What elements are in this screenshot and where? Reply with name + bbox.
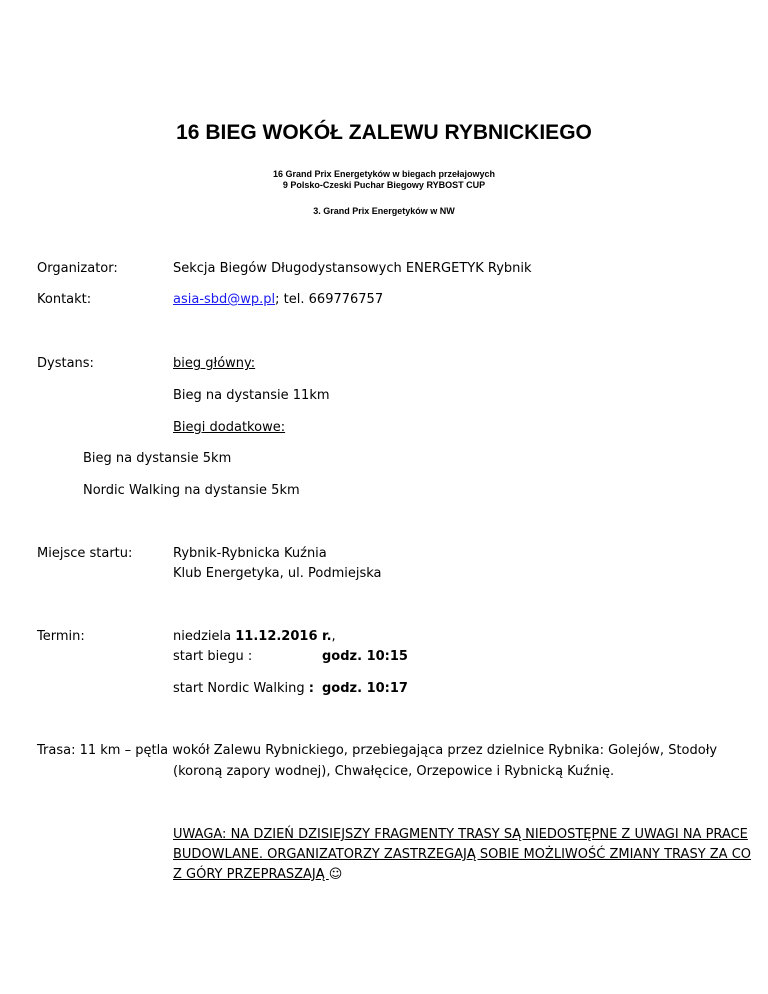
start-place-line-2: Klub Energetyka, ul. Podmiejska	[173, 566, 382, 581]
date-label: Termin:	[37, 629, 85, 644]
organizer-label: Organizator:	[37, 261, 118, 276]
contact-label: Kontakt:	[37, 292, 92, 307]
subtitle-grand-prix: 16 Grand Prix Energetyków w biegach przełajowych	[272, 169, 496, 179]
date-value	[173, 627, 336, 647]
extra-run-nordic-walking: Nordic Walking na dystansie 5km	[83, 483, 300, 498]
run-start-time	[322, 647, 408, 667]
route-line-1: Trasa: 11 km – pętla wokół Zalewu Rybnickiego, przebiegająca przez dzielnice Rybnika: Golejów, Stodoły	[37, 743, 718, 758]
date-prefix: niedziela	[173, 629, 236, 644]
date-suffix: ,	[331, 629, 336, 644]
notice-line-1: UWAGA: NA DZIEŃ DZISIEJSZY FRAGMENTY TRASY SĄ NIEDOSTĘPNE Z UWAGI NA PRACE	[173, 827, 748, 842]
main-run-heading: bieg główny:	[173, 356, 256, 371]
organizer-value: Sekcja Biegów Długodystansowych ENERGETYK Rybnik	[173, 261, 532, 276]
route-line-2: (koroną zapory wodnej), Chwałęcice, Orzepowice i Rybnicką Kuźnię.	[173, 764, 615, 779]
main-run: Bieg na dystansie 11km	[173, 388, 330, 403]
contact-value	[173, 290, 383, 310]
nw-start-label: start Nordic Walking	[173, 681, 309, 696]
subtitle-nw: 3. Grand Prix Energetyków w NW	[313, 206, 455, 216]
distance-label: Dystans:	[37, 356, 94, 371]
subtitle-puchar: 9 Polsko-Czeski Puchar Biegowy RYBOST CUP	[282, 180, 486, 190]
nw-start-time	[322, 679, 408, 699]
extra-run-5km: Bieg na dystansie 5km	[83, 451, 232, 466]
extra-runs-heading: Biegi dodatkowe:	[173, 420, 286, 435]
run-start-time-value: godz. 10:15	[322, 649, 408, 664]
notice-line-3	[173, 865, 342, 885]
start-place-label: Miejsce startu:	[37, 546, 133, 561]
smiley-icon: ☺	[328, 867, 343, 882]
contact-phone: ; tel. 669776757	[275, 292, 384, 307]
notice-line-2: BUDOWLANE. ORGANIZATORZY ZASTRZEGAJĄ SOBIE MOŻLIWOŚĆ ZMIANY TRASY ZA CO	[173, 847, 752, 862]
contact-email-link[interactable]: asia-sbd@wp.pl	[173, 292, 276, 307]
nw-start	[173, 679, 314, 699]
document-title: 16 BIEG WOKÓŁ ZALEWU RYBNICKIEGO	[176, 121, 592, 144]
run-start-label: start biegu :	[173, 649, 253, 664]
nw-start-time-value: godz. 10:17	[322, 681, 408, 696]
notice-line-3-text: Z GÓRY PRZEPRASZAJĄ	[173, 867, 329, 882]
start-place-line-1: Rybnik-Rybnicka Kuźnia	[173, 546, 327, 561]
date-date: 11.12.2016 r.	[235, 629, 332, 644]
nw-start-colon: :	[308, 681, 314, 696]
